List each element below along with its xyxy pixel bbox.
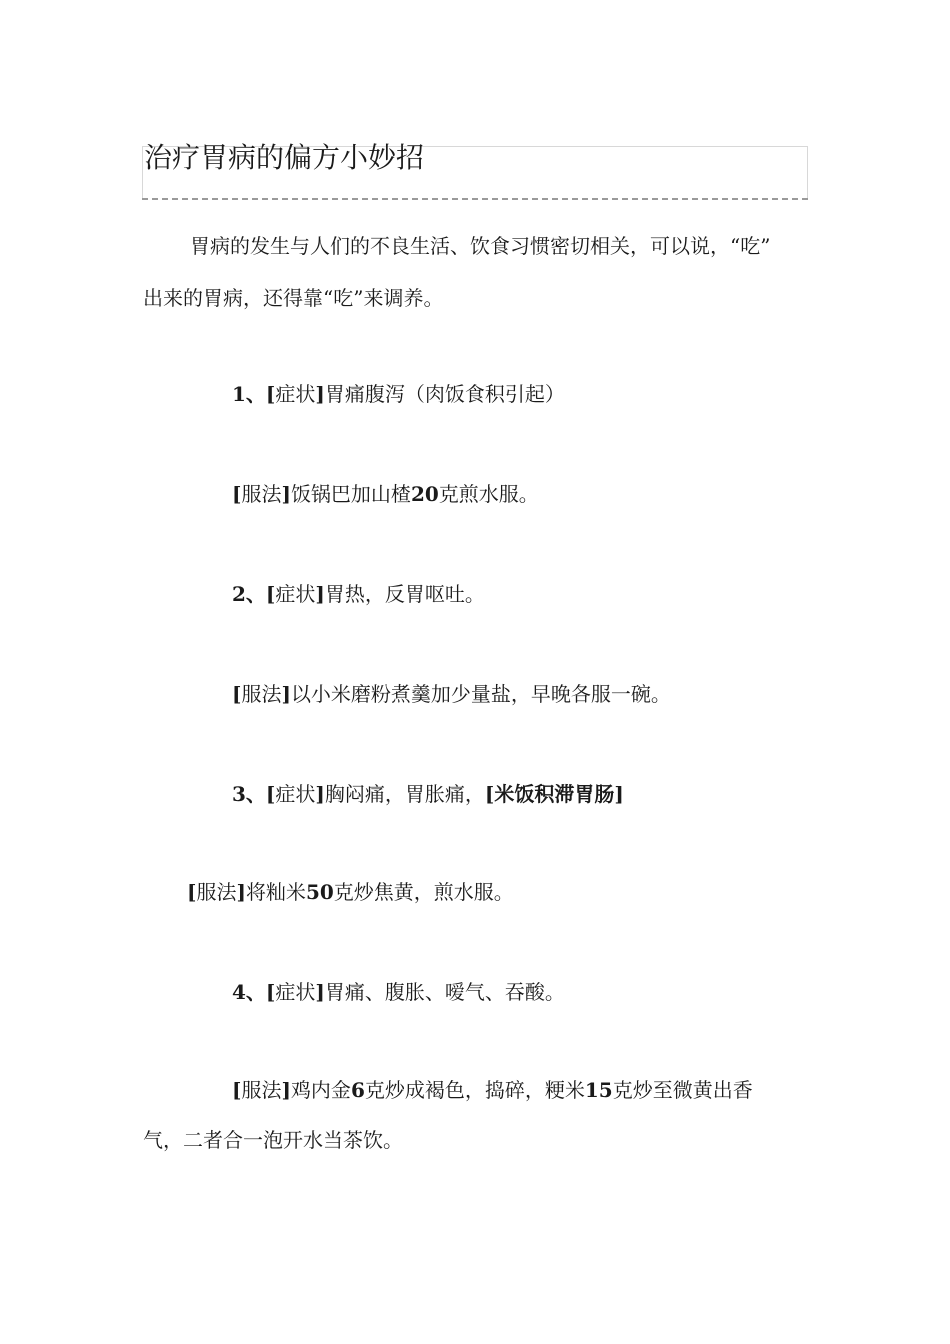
item-1-close: ] — [315, 382, 325, 406]
item-1-sep: 、[ — [245, 382, 276, 406]
item-3-method-tag: 服法 — [196, 880, 237, 904]
item-3-method-c: 克炒焦黄，煎水服。 — [333, 880, 514, 904]
item-3-symptom — [232, 782, 624, 806]
item-4-method-c: 克炒成褐色，捣碎，粳米 — [364, 1078, 585, 1102]
item-2-method-close: ] — [281, 682, 291, 706]
item-4-method-tag: 服法 — [241, 1078, 282, 1102]
intro-line-1: 胃病的发生与人们的不良生活、饮食习惯密切相关，可以说，“吃” — [190, 234, 771, 258]
item-2-method-open: [ — [232, 682, 242, 706]
item-2-tag: 症状 — [275, 582, 316, 606]
item-2-symptom — [232, 582, 485, 606]
item-4-method-open: [ — [232, 1078, 242, 1102]
title-dashed-rule — [142, 198, 808, 200]
item-1-number: 1 — [232, 382, 246, 406]
item-2-close: ] — [315, 582, 325, 606]
item-3-text-b-close: ] — [614, 782, 624, 806]
item-2-text: 胃热，反胃呕吐。 — [324, 582, 485, 606]
item-1-method — [232, 482, 539, 506]
item-4-tag: 症状 — [275, 980, 316, 1004]
item-1-method-close: ] — [281, 482, 291, 506]
item-4-number: 4 — [232, 980, 246, 1004]
item-1-symptom — [232, 382, 565, 406]
item-4-method — [232, 1078, 753, 1102]
item-3-text: 胸闷痛，胃胀痛， — [324, 782, 485, 806]
item-1-method-a: 饭锅巴加山楂 — [290, 482, 411, 506]
item-4-close: ] — [315, 980, 325, 1004]
item-1-method-c: 克煎水服。 — [438, 482, 539, 506]
item-2-number: 2 — [232, 582, 246, 606]
item-1-text: 胃痛腹泻（肉饭食积引起） — [324, 382, 565, 406]
item-1-tag: 症状 — [275, 382, 316, 406]
item-1-method-open: [ — [232, 482, 242, 506]
item-2-method-a: 以小米磨粉煮羹加少量盐，早晚各服一碗。 — [290, 682, 671, 706]
item-4-sep: 、[ — [245, 980, 276, 1004]
item-2-sep: 、[ — [245, 582, 276, 606]
item-3-number: 3 — [232, 782, 246, 806]
item-3-method-a: 将籼米 — [245, 880, 306, 904]
item-3-method-b: 50 — [305, 880, 334, 904]
item-3-method-open: [ — [187, 880, 197, 904]
item-4-method-a: 鸡内金 — [290, 1078, 351, 1102]
item-4-method-line-2: 气，二者合一泡开水当茶饮。 — [143, 1128, 403, 1152]
item-2-method-tag: 服法 — [241, 682, 282, 706]
item-4-method-b: 6 — [350, 1078, 365, 1102]
item-1-method-tag: 服法 — [241, 482, 282, 506]
item-3-method-close: ] — [236, 880, 246, 904]
item-4-symptom — [232, 980, 565, 1004]
item-4-text: 胃痛、腹胀、嗳气、吞酸。 — [324, 980, 565, 1004]
intro-line-2: 出来的胃病，还得靠“吃”来调养。 — [143, 286, 444, 310]
item-3-close: ] — [315, 782, 325, 806]
item-3-text-b-open: [ — [484, 782, 495, 806]
item-2-method — [232, 682, 671, 706]
item-3-tag: 症状 — [275, 782, 316, 806]
item-4-method-close: ] — [281, 1078, 291, 1102]
page-title: 治疗胃病的偏方小妙招 — [144, 141, 425, 174]
item-3-method — [187, 880, 514, 904]
item-4-method-d: 15 — [584, 1078, 613, 1102]
item-4-method-e: 克炒至微黄出香 — [612, 1078, 753, 1102]
item-1-method-b: 20 — [410, 482, 439, 506]
item-3-sep: 、[ — [245, 782, 276, 806]
item-3-text-b: 米饭积滞胃肠 — [494, 782, 615, 806]
